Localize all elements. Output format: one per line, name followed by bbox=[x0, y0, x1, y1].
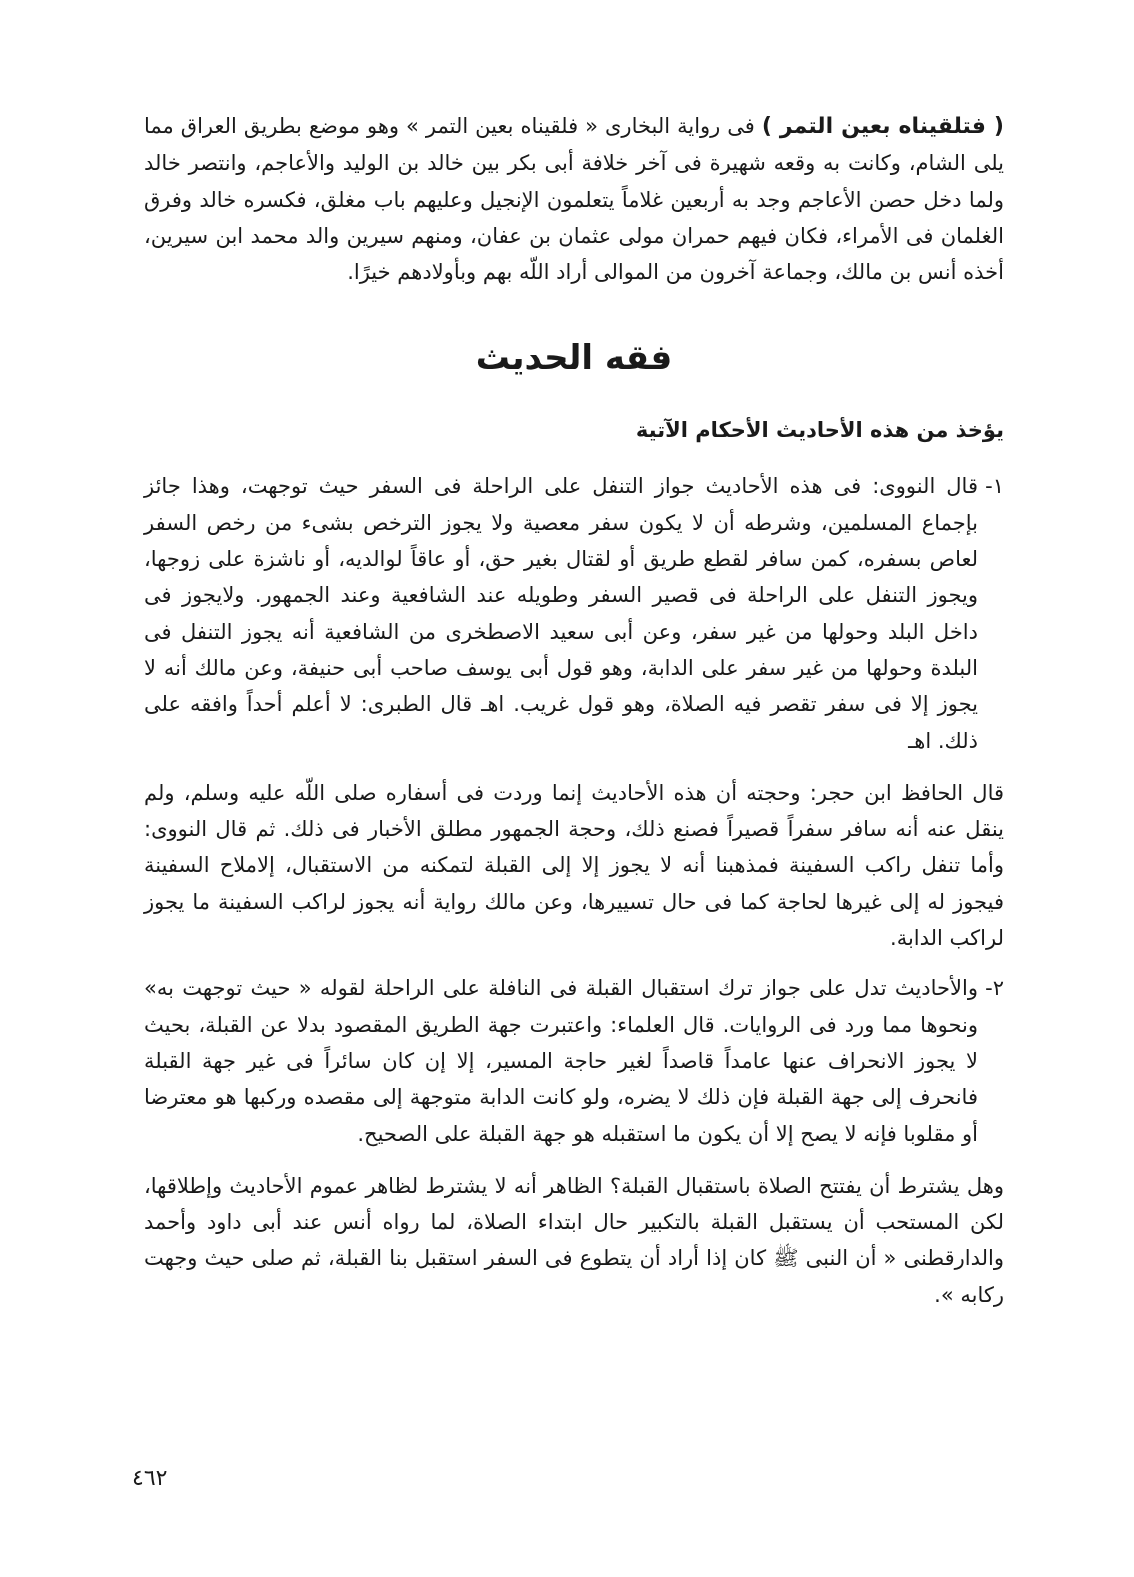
final-paragraph: وهل يشترط أن يفتتح الصلاة باستقبال القبلة؟ الظاهر أنه لا يشترط لظاهر عموم الأحاديث وإطلاقها، لكن المستحب أن يستقبل القبلة بالتكبير حال ابتداء الصلاة، لما رواه أنس عند أبى داود وأحمد والدارقطنى « أن النبى ﷺ كان إذا أراد أن يتطوع فى السفر استقبل بنا القبلة، ثم صلى حيث وجهت ركابه ». bbox=[144, 1173, 1004, 1307]
intro-paragraph bbox=[144, 108, 1004, 290]
page-body bbox=[144, 100, 1004, 1313]
item-2-text: والأحاديث تدل على جواز ترك استقبال القبلة فى النافلة على الراحلة لقوله « حيث توجهت به» ونحوها مما ورد فى الروايات. قال العلماء: واعتبرت جهة الطريق المقصود بدلا عن القبلة، بحيث لا يجوز الانحراف عنها عامداً قاصداً لغير حاجة المسير، إلا إن كان سائراً فى غير جهة القبلة فانحرف إلى جهة القبلة فإن ذلك لا يضره، ولو كانت الدابة متوجهة إلى مقصده وركبها هو معترضا أو مقلوبا فإنه لا يصح إلا أن يكون ما استقبله هو جهة القبلة على الصحيح. bbox=[144, 976, 978, 1146]
intro-lead-phrase: ( فتلقيناه بعين التمر ) bbox=[761, 114, 1004, 139]
numbered-item-2 bbox=[144, 970, 1004, 1151]
intro-text: فى رواية البخارى « فلقيناه بعين التمر » وهو موضع بطريق العراق مما يلى الشام، وكانت به وقعه شهيرة فى آخر خلافة أبى بكر بين خالد بن الوليد والأعاجم، وانتصر خالد ولما دخل حصن الأعاجم وجد به أربعين غلاماً يتعلمون الإنجيل وعليهم باب مغلق، فكسره خالد وفرق الغلمان فى الأمراء، فكان فيهم حمران مولى عثمان بن عفان، ومنهم سيرين والد محمد ابن سيرين، أخذه أنس بن مالك، وجماعة آخرون من الموالى أراد اللّه بهم وبأولادهم خيرًا. bbox=[144, 114, 1004, 285]
item-1-text: قال النووى: فى هذه الأحاديث جواز التنفل على الراحلة فى السفر حيث توجهت، وهذا جائز بإجماع المسلمين، وشرطه أن لا يكون سفر معصية ولا يجوز الترخص بشىء من رخص السفر لعاص بسفره، كمن سافر لقطع طريق أو لقتال بغير حق، أو عاقاً لوالديه، أو ناشزة على زوجها، ويجوز التنفل على الراحلة فى قصير السفر وطويله عند الشافعية وعند الجمهور. ولايجوز فى داخل البلد وحولها من غير سفر، وعن أبى سعيد الاصطخرى من الشافعية أنه يجوز التنفل فى البلدة وحولها من غير سفر على الدابة، وهو قول أبى يوسف صاحب أبى حنيفة، وعن مالك أنه لا يجوز إلا فى سفر تقصر فيه الصلاة، وهو قول غريب. اهـ قال الطبرى: لا أعلم أحداً وافقه على ذلك. اهـ bbox=[144, 474, 978, 753]
subheading: يؤخذ من هذه الأحاديث الأحكام الآتية bbox=[635, 418, 1004, 443]
item-2-number: ٢- bbox=[985, 976, 1004, 1001]
ibn-hajar-paragraph: قال الحافظ ابن حجر: وحجته أن هذه الأحاديث إنما وردت فى أسفاره صلى اللّه عليه وسلم، ولم ينقل عنه أنه سافر سفراً قصيراً فصنع ذلك، وحجة الجمهور مطلق الأخبار فى ذلك. ثم قال النووى: وأما تنفل راكب السفينة فمذهبنا أنه لا يجوز إلا إلى القبلة لتمكنه من الاستقبال، إلاملاح السفينة فيجوز له إلى غيرها لحاجة كما فى حال تسييرها، وعن مالك رواية أنه يجوز لراكب السفينة ما يجوز لراكب الدابة. bbox=[144, 780, 1004, 951]
section-title: فقه الحديث bbox=[475, 338, 673, 379]
item-1-number: ١- bbox=[985, 474, 1004, 499]
page-number: ٤٦٢ bbox=[132, 1466, 168, 1491]
numbered-item-1 bbox=[144, 468, 1004, 758]
